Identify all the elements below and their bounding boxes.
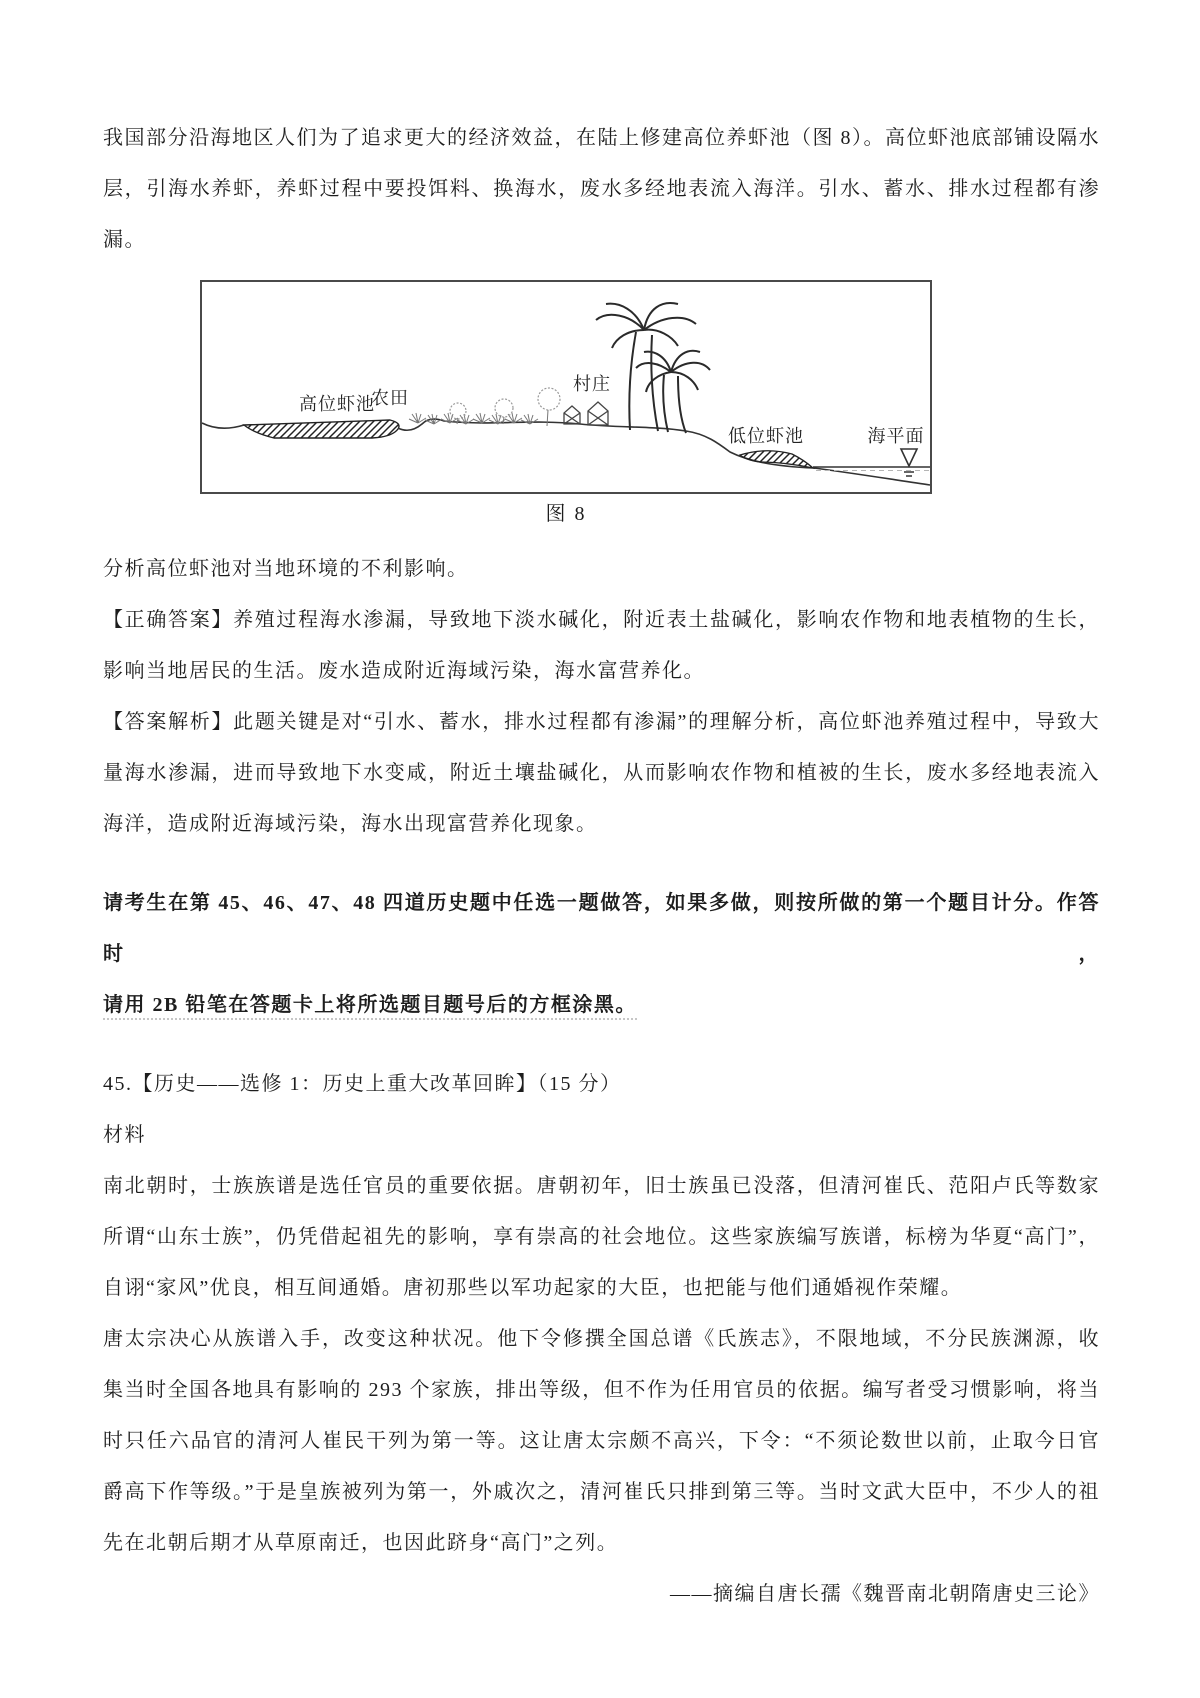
label-farmland: 农田 [371, 388, 409, 408]
source-attribution: ——摘编自唐长孺《魏晋南北朝隋唐史三论》 [670, 1583, 1100, 1605]
material-paragraph-1: 南北朝时，士族族谱是选任官员的重要依据。唐朝初年，旧士族虽已没落，但清河崔氏、范阳卢氏等数家所谓“山东士族”，仍凭借起祖先的影响，享有崇高的社会地位。这些家族编写族谱，标榜为华夏“高门”，自诩“家风”优良，相互间通婚。唐初那些以军功起家的大臣，也把能与他们通婚视作荣耀。 [103, 1175, 1100, 1299]
history-notice-line2 [103, 980, 1100, 1031]
figure-8 [200, 280, 932, 494]
answer-analysis-paragraph [103, 697, 1100, 850]
answer-analysis-label: 【答案解析】 [103, 711, 234, 733]
village-houses [564, 402, 608, 425]
label-village: 村庄 [573, 374, 611, 394]
figure-labels [299, 374, 925, 446]
shrimp-pond-cross-section-diagram [200, 280, 932, 494]
figure-caption: 图 8 [545, 503, 587, 525]
village-trees [450, 388, 560, 426]
material-paragraph-2: 唐太宗决心从族谱入手，改变这种状况。他下令修撰全国总谱《氏族志》，不限地域，不分民族渊源，收集当时全国各地具有影响的 293 个家族，排出等级，但不作为任用官员的依据。编写者受习惯影响，将当时只任六品官的清河人崔民干列为第一等。这让唐太宗颇不高兴，下令：“不须论数世以前，止取今日官爵高下作等级。”于是皇族被列为第一，外戚次之，清河崔氏只排到第三等。当时文武大臣中，不少人的祖先在北朝后期才从草原南迁，也因此跻身“高门”之列。 [103, 1328, 1100, 1554]
label-sea-level: 海平面 [867, 426, 925, 446]
correct-answer-paragraph [103, 595, 1100, 697]
label-low-pond: 低位虾池 [728, 426, 804, 446]
material-label: 材料 [103, 1124, 146, 1146]
palm-trees [596, 303, 710, 433]
question-text: 分析高位虾池对当地环境的不利影响。 [103, 558, 469, 580]
correct-answer-label: 【正确答案】 [103, 609, 234, 631]
intro-paragraph: 我国部分沿海地区人们为了追求更大的经济效益，在陆上修建高位养虾池（图 8）。高位虾池底部铺设隔水层，引海水养虾，养虾过程中要投饵料、换海水，废水多经地表流入海洋。引水、蓄水、排水过程都有渗漏。 [103, 127, 1100, 251]
question-45-heading: 45.【历史——选修 1：历史上重大改革回眸】（15 分） [103, 1073, 622, 1095]
history-notice-line2-text: 请用 2B 铅笔在答题卡上将所选题目题号后的方框涂黑。 [103, 994, 637, 1020]
figure-border [201, 281, 931, 493]
correct-answer-text: 养殖过程海水渗漏，导致地下淡水碱化，附近表土盐碱化，影响农作物和地表植物的生长，影响当地居民的生活。废水造成附近海域污染，海水富营养化。 [103, 609, 1101, 682]
label-high-pond: 高位虾池 [299, 394, 375, 414]
answer-analysis-text: 此题关键是对“引水、蓄水，排水过程都有渗漏”的理解分析，高位虾池养殖过程中，导致大量海水渗漏，进而导致地下水变咸，附近土壤盐碱化，从而影响农作物和植被的生长，废水多经地表流入海洋，造成附近海域污染，海水出现富营养化现象。 [103, 711, 1100, 835]
terrain-drawing [202, 419, 930, 485]
history-notice-line1: 请考生在第 45、46、47、48 四道历史题中任选一题做答，如果多做，则按所做的第一个题目计分。作答时， [103, 892, 1100, 965]
sea-level-marker-icon [901, 449, 917, 476]
high-pond-hatch [244, 420, 399, 438]
